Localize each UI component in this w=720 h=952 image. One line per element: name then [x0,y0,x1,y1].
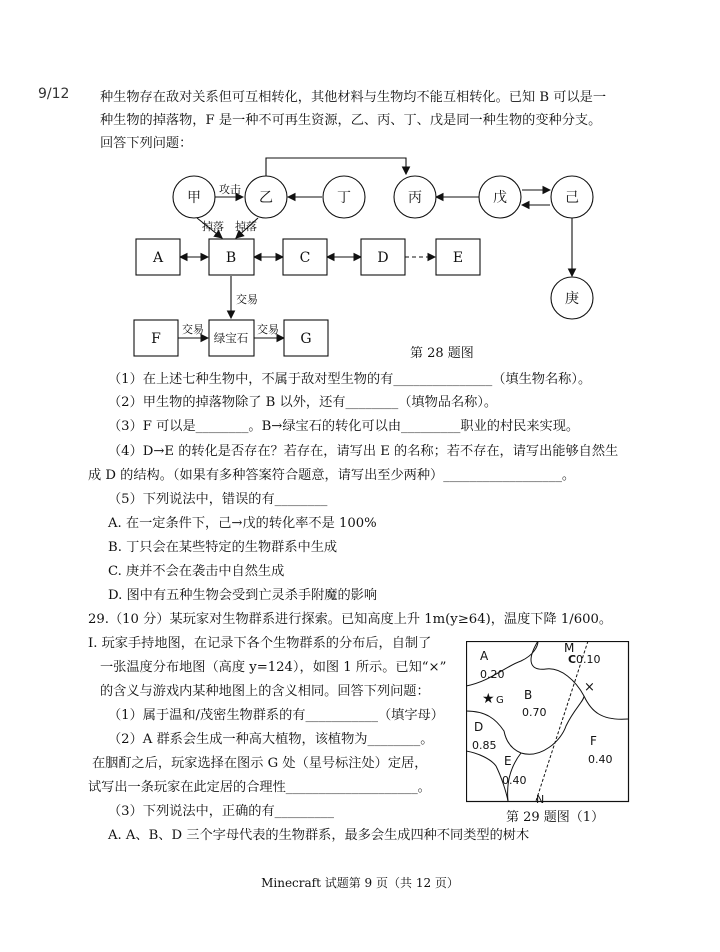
intro-line-2: 种生物的掉落物，F 是一种不可再生资源，乙、丙、丁、戊是同一种生物的变种分支。 [100,113,602,128]
edge-label-attack: 攻击 [219,183,241,196]
region-e-value: 0.40 [502,774,527,787]
page-indicator: 9/12 [38,86,70,102]
label-bing: 丙 [408,190,422,206]
label-box-emerald: 绿宝石 [213,331,249,345]
region-e-letter: E [504,754,512,768]
edge-label-trade-2: 交易 [182,323,204,336]
q29-line-7: 试写出一条玩家在此定居的合理性____________________。 [88,780,431,795]
map-x-mark: × [584,680,595,695]
page-footer: Minecraft 试题第 9 页（共 12 页） [261,876,459,890]
q28-line-6: （5）下列说法中，错误的有________ [108,492,328,507]
label-box-c: C [299,250,311,266]
label-ding: 丁 [337,190,351,206]
map-label-m: M [564,641,575,655]
region-d-value: 0.85 [472,739,497,752]
q28-line-2: （2）甲生物的掉落物除了 B 以外，还有________（填物品名称）。 [108,395,498,410]
label-ji: 己 [565,190,579,206]
q29-line-2: 一张温度分布地图（高度 y=124），如图 1 所示。已知“×” [100,660,447,675]
label-box-e: E [452,250,464,266]
label-box-b: B [225,250,237,266]
region-c-value: 0.10 [576,653,601,666]
q29-line-5: （2）A 群系会生成一种高大植物，该植物为________。 [108,732,434,747]
region-a-value: 0.20 [480,668,505,681]
q29-line-9: A. A、B、D 三个字母代表的生物群系，最多会生成四种不同类型的树木 [108,828,530,843]
q28-line-5: 成 D 的结构。（如果有多种答案符合题意，请写出至少两种）__________________。 [88,468,576,483]
q28-option-d: D. 图中有五种生物会受到亡灵杀手附魔的影响 [108,588,378,603]
label-box-g: G [300,331,312,347]
q28-line-3: （3）F 可以是________。B→绿宝石的转化可以由_________职业的村民来实现。 [108,419,580,434]
edge-label-trade-1: 交易 [236,293,258,306]
figure-29-caption: 第 29 题图（1） [506,810,605,825]
region-f-letter: F [590,734,597,748]
diagram-28 [0,0,720,370]
q28-option-a: A. 在一定条件下，己→戊的转化率不是 100% [108,516,377,531]
label-wu: 戊 [493,190,507,206]
star-icon: ★ [482,691,495,707]
figure-28-caption: 第 28 题图 [410,346,474,361]
q28-line-4: （4）D→E 的转化是否存在？若存在，请写出 E 的名称；若不存在，请写出能够自然生 [108,444,619,459]
map-label-n: N [536,793,545,806]
edge-label-trade-3: 交易 [257,323,279,336]
region-b-letter: B [524,688,533,702]
label-yi: 乙 [259,190,273,206]
region-b-value: 0.70 [522,706,547,719]
map-point-g-label: G [496,695,504,706]
label-geng: 庚 [565,291,579,307]
map-figure-29 [466,641,636,806]
q29-line-8: （3）下列说法中，正确的有_________ [108,804,334,819]
q28-option-b: B. 丁只会在某些特定的生物群系中生成 [108,540,338,555]
label-box-d: D [377,250,389,266]
q28-line-1: （1）在上述七种生物中，不属于敌对型生物的有_______________（填生物名称）。 [108,372,592,387]
q29-line-3: 的含义与游戏内某种地图上的含义相同。回答下列问题： [100,684,430,699]
q29-header: 29.（10 分）某玩家对生物群系进行探索。已知高度上升 1m(y≥64)，温度下降 1/600。 [88,612,613,627]
q28-option-c: C. 庚并不会在袭击中自然生成 [108,564,285,579]
edge-label-drop-2: 掉落 [235,220,257,233]
q29-line-6: 在胭酊之后，玩家选择在图示 G 处（星号标注处）定居， [92,756,428,771]
region-c-letter: C [568,653,577,666]
q29-line-1: I. 玩家手持地图，在记录下各个生物群系的分布后，自制了 [88,636,432,651]
label-box-a: A [152,250,164,266]
intro-line-1: 种生物存在敌对关系但可互相转化，其他材料与生物均不能互相转化。已知 B 可以是一 [100,90,607,105]
region-d-letter: D [474,720,484,734]
intro-line-3: 回答下列问题： [100,136,193,151]
q29-line-4: （1）属于温和/茂密生物群系的有___________（填字母） [108,708,444,723]
region-f-value: 0.40 [588,753,613,766]
edge-label-drop-1: 掉落 [202,220,224,233]
label-jia: 甲 [187,190,201,206]
region-a-letter: A [480,649,489,663]
label-box-f: F [151,331,161,347]
